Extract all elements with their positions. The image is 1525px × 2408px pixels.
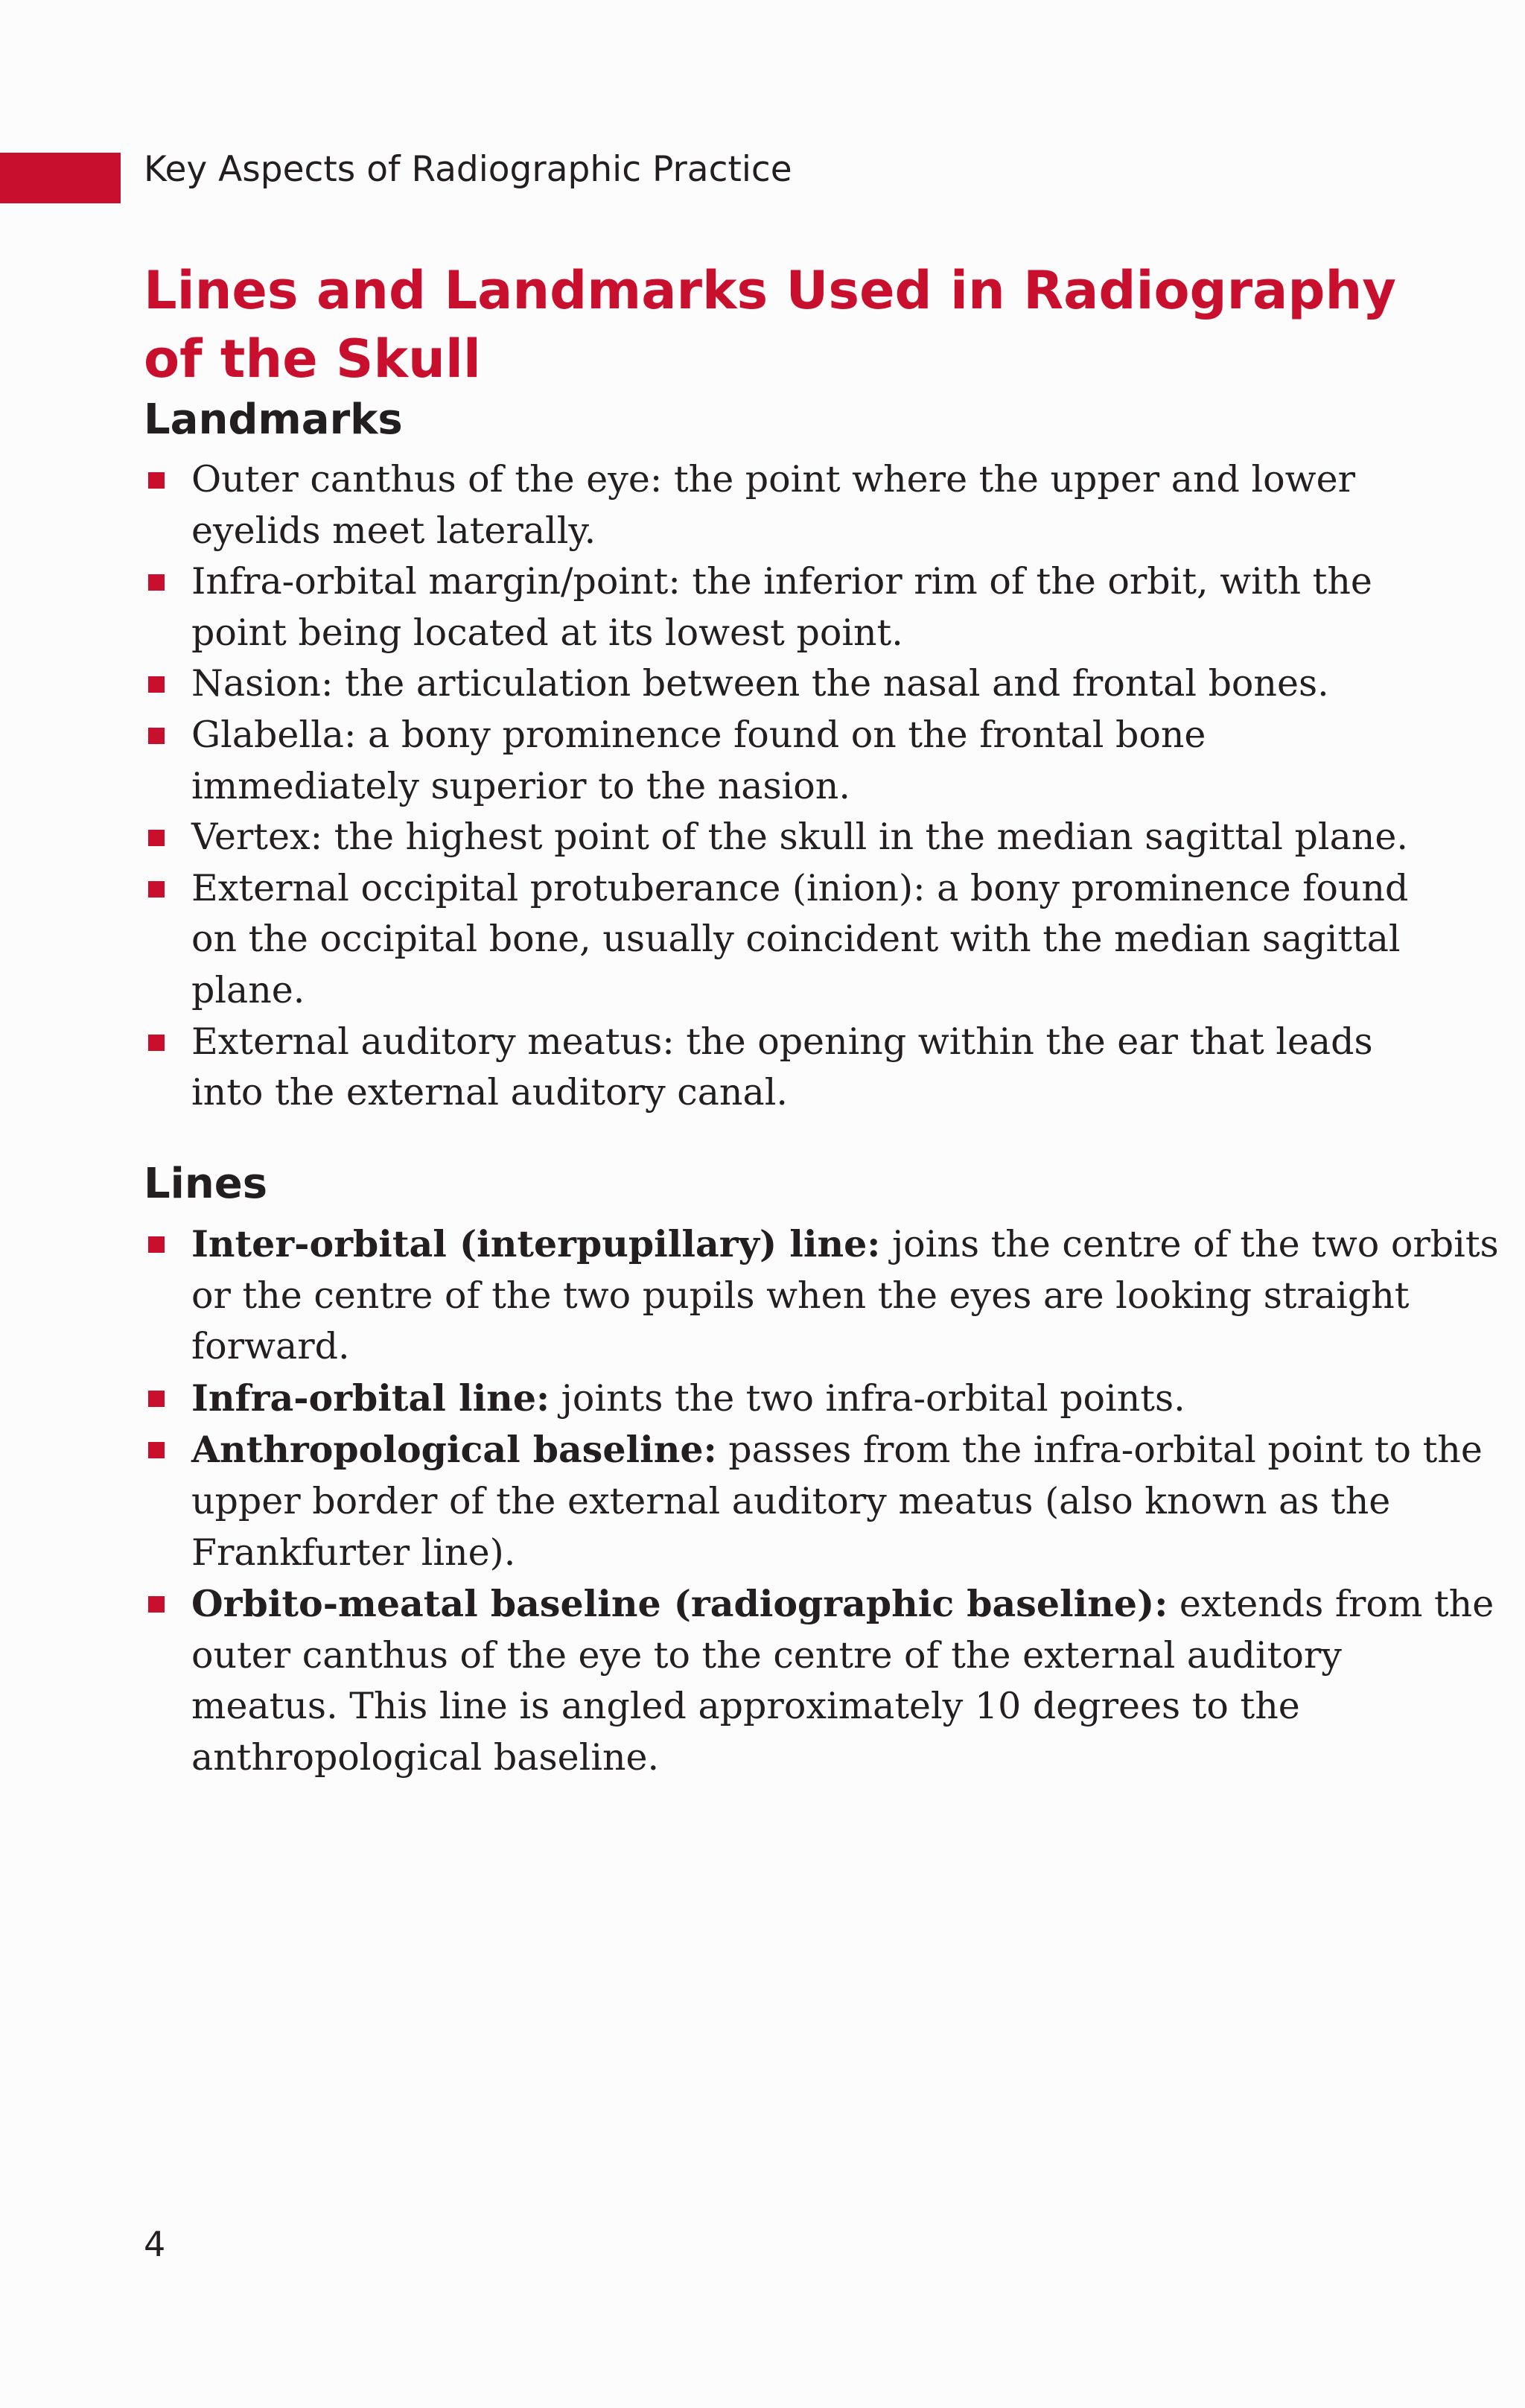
list-item [144, 1219, 1499, 1373]
term-label: Infra-orbital line: [191, 1376, 550, 1420]
square-bullet-icon [148, 1596, 165, 1613]
term-label: Inter-orbital (interpupillary) line: [191, 1222, 881, 1265]
list-item-text: Frankfurter line). [191, 1531, 516, 1574]
square-bullet-icon [148, 1391, 165, 1407]
list-item-text: Vertex: the highest point of the skull in the median sagittal plane. [191, 816, 1408, 859]
list-item-text [191, 1578, 1494, 1630]
section-title [144, 256, 1410, 393]
list-item [144, 812, 1410, 863]
square-bullet-icon [148, 574, 165, 591]
list-item [144, 658, 1410, 710]
list-item-text: outer canthus of the eye to the centre of the external auditory [191, 1633, 1342, 1677]
list-item-text: point being located at its lowest point. [191, 611, 903, 654]
lines-heading: Lines [144, 1160, 268, 1208]
list-item [144, 1373, 1410, 1425]
section-title-line-1: Lines and Landmarks Used in Radiography [144, 260, 1396, 321]
term-label: Anthropological baseline: [191, 1428, 717, 1472]
list-item-text: plane. [191, 968, 305, 1011]
square-bullet-icon [148, 881, 165, 898]
square-bullet-icon [148, 1442, 165, 1458]
list-item-text [191, 1373, 1410, 1425]
list-item [144, 1424, 1483, 1578]
list-item [144, 454, 1410, 556]
list-item-text: External occipital protuberance (inion): a bony prominence found [191, 866, 1409, 909]
list-item-text: forward. [191, 1325, 350, 1368]
list-item [144, 556, 1410, 658]
list-item [144, 1017, 1410, 1119]
list-item-text: immediately superior to the nasion. [191, 764, 850, 807]
list-item-text: Nasion: the articulation between the nasal and frontal bones. [191, 662, 1329, 705]
page-number: 4 [144, 2224, 166, 2264]
list-item-text: External auditory meatus: the opening within the ear that leads [191, 1020, 1373, 1063]
square-bullet-icon [148, 1035, 165, 1051]
list-item-text: on the occipital bone, usually coincident with the median sagittal [191, 918, 1401, 961]
list-item-text: upper border of the external auditory meatus (also known as the [191, 1479, 1391, 1522]
landmarks-heading: Landmarks [144, 395, 403, 444]
running-head-color-bar [0, 153, 121, 203]
list-item-text: into the external auditory canal. [191, 1071, 788, 1114]
term-definition: extends from the [1168, 1583, 1494, 1626]
section-title-line-2: of the Skull [144, 328, 481, 390]
square-bullet-icon [148, 472, 165, 489]
list-item [144, 710, 1410, 812]
list-item-text: Outer canthus of the eye: the point where the upper and lower [191, 458, 1355, 501]
term-definition: joints the two infra-orbital points. [550, 1376, 1185, 1420]
list-item [144, 863, 1410, 1017]
running-head: Key Aspects of Radiographic Practice [144, 149, 792, 190]
term-label: Orbito-meatal baseline (radiographic baseline): [191, 1582, 1168, 1626]
square-bullet-icon [148, 1236, 165, 1253]
square-bullet-icon [148, 676, 165, 693]
list-item-text: or the centre of the two pupils when the eyes are looking straight [191, 1274, 1410, 1317]
list-item-text: anthropological baseline. [191, 1735, 660, 1779]
list-item-text: Glabella: a bony prominence found on the frontal bone [191, 713, 1206, 756]
term-definition: joins the centre of the two orbits [880, 1223, 1499, 1265]
list-item-text [191, 1424, 1483, 1476]
square-bullet-icon [148, 830, 165, 846]
square-bullet-icon [148, 728, 165, 744]
list-item-text: eyelids meet laterally. [191, 509, 596, 552]
lines-list [144, 1219, 1499, 1784]
list-item-text: Infra-orbital margin/point: the inferior rim of the orbit, with the [191, 560, 1372, 603]
list-item-text: meatus. This line is angled approximately 10 degrees to the [191, 1685, 1300, 1728]
list-item-text [191, 1219, 1499, 1271]
landmarks-list [144, 454, 1410, 1119]
list-item [144, 1578, 1494, 1783]
term-definition: passes from the infra-orbital point to the [716, 1429, 1483, 1472]
